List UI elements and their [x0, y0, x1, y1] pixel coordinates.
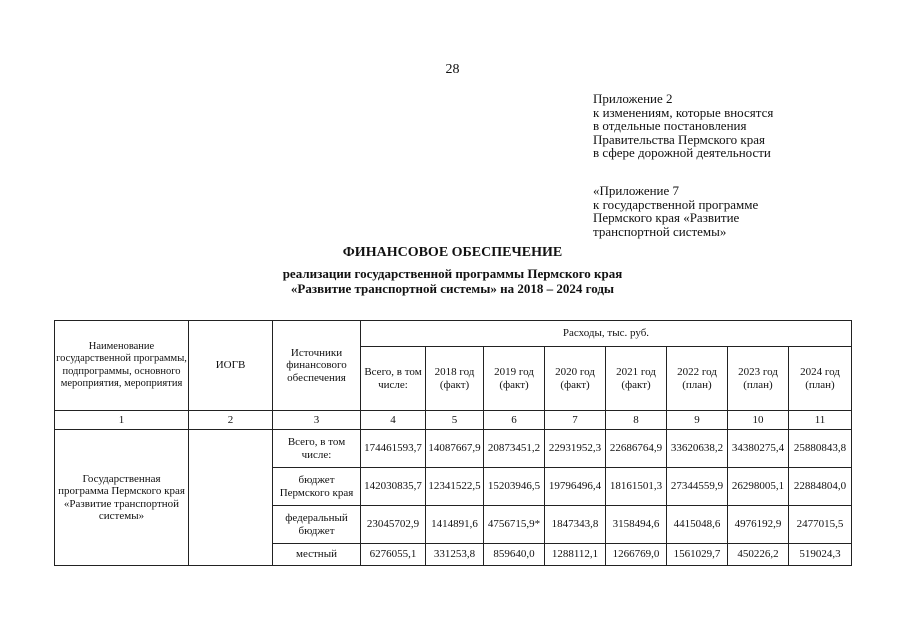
annex-7-line: «Приложение 7 [593, 183, 680, 198]
header-year: 2021 год (факт) [606, 347, 667, 411]
value-cell: 25880843,8 [789, 430, 852, 468]
value-cell: 22931952,3 [545, 430, 606, 468]
value-cell: 15203946,5 [484, 468, 545, 506]
column-number: 11 [789, 411, 852, 430]
header-name: Наименование государственной программы, подпрограммы, основного мероприятия, мероприятия [55, 321, 189, 411]
value-cell: 331253,8 [426, 544, 484, 566]
value-cell: 18161501,3 [606, 468, 667, 506]
column-number: 8 [606, 411, 667, 430]
header-year: 2020 год (факт) [545, 347, 606, 411]
value-cell: 4756715,9* [484, 506, 545, 544]
column-number: 2 [189, 411, 273, 430]
header-sources: Источники финансового обеспечения [273, 321, 361, 411]
value-cell: 2477015,5 [789, 506, 852, 544]
value-cell: 3158494,6 [606, 506, 667, 544]
column-number: 10 [728, 411, 789, 430]
source-cell: местный [273, 544, 361, 566]
column-number: 7 [545, 411, 606, 430]
column-number: 6 [484, 411, 545, 430]
table-row [55, 430, 852, 468]
annex-7-caption [593, 184, 758, 238]
value-cell: 1561029,7 [667, 544, 728, 566]
value-cell: 1266769,0 [606, 544, 667, 566]
annex-7-line: к государственной программе [593, 196, 759, 212]
column-number: 9 [667, 411, 728, 430]
value-cell: 1414891,6 [426, 506, 484, 544]
value-cell: 26298005,1 [728, 468, 789, 506]
value-cell: 23045702,9 [361, 506, 426, 544]
value-cell: 22686764,9 [606, 430, 667, 468]
header-year-total: Всего, в том числе: [361, 347, 426, 411]
header-year: 2022 год (план) [667, 347, 728, 411]
annex-2-caption [593, 92, 773, 160]
value-cell: 34380275,4 [728, 430, 789, 468]
header-year: 2019 год (факт) [484, 347, 545, 411]
annex-2-line: в отдельные постановления [593, 118, 747, 133]
value-cell: 19796496,4 [545, 468, 606, 506]
annex-2-line: Правительства Пермского края [593, 131, 765, 147]
value-cell: 14087667,9 [426, 430, 484, 468]
value-cell: 1288112,1 [545, 544, 606, 566]
value-cell: 33620638,2 [667, 430, 728, 468]
column-number-row [55, 411, 852, 430]
column-number: 5 [426, 411, 484, 430]
source-cell: федеральный бюджет [273, 506, 361, 544]
value-cell: 174461593,7 [361, 430, 426, 468]
column-number: 1 [55, 411, 189, 430]
value-cell: 6276055,1 [361, 544, 426, 566]
header-year: 2024 год (план) [789, 347, 852, 411]
value-cell: 4415048,6 [667, 506, 728, 544]
header-iogv: ИОГВ [189, 321, 273, 411]
value-cell: 450226,2 [728, 544, 789, 566]
annex-2-line: Приложение 2 [593, 91, 673, 106]
value-cell: 519024,3 [789, 544, 852, 566]
annex-2-line: к изменениям, которые вносятся [593, 104, 774, 120]
value-cell: 4976192,9 [728, 506, 789, 544]
header-row-top [55, 321, 852, 347]
value-cell: 142030835,7 [361, 468, 426, 506]
program-iogv [189, 430, 273, 566]
header-year: 2023 год (план) [728, 347, 789, 411]
column-number: 4 [361, 411, 426, 430]
header-year: 2018 год (факт) [426, 347, 484, 411]
column-number: 3 [273, 411, 361, 430]
value-cell: 859640,0 [484, 544, 545, 566]
value-cell: 1847343,8 [545, 506, 606, 544]
document-title: ФИНАНСОВОЕ ОБЕСПЕЧЕНИЕ [342, 245, 563, 260]
financing-table [54, 320, 852, 566]
annex-2-line: в сфере дорожной деятельности [593, 145, 771, 160]
annex-7-line: Пермского края «Развитие [593, 210, 740, 225]
document-subtitle-line-1: реализации государственной программы Пермского края [282, 266, 623, 281]
value-cell: 22884804,0 [789, 468, 852, 506]
value-cell: 12341522,5 [426, 468, 484, 506]
source-cell: бюджет Пермского края [273, 468, 361, 506]
document-subtitle-line-2: «Развитие транспортной системы» на 2018 – 2024 годы [290, 281, 615, 296]
program-name: Государственная программа Пермского края «Развитие транспортной системы» [55, 430, 189, 566]
page-number: 28 [445, 62, 460, 77]
source-cell: Всего, в том числе: [273, 430, 361, 468]
value-cell: 27344559,9 [667, 468, 728, 506]
header-expenses: Расходы, тыс. руб. [361, 321, 852, 347]
value-cell: 20873451,2 [484, 430, 545, 468]
annex-7-line: транспортной системы» [593, 223, 727, 239]
